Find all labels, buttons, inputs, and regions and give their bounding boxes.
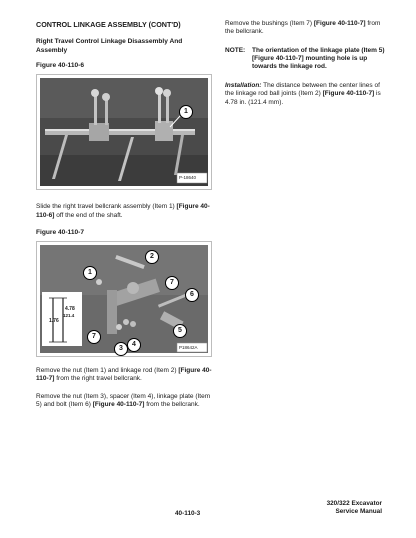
callout-4: 4 xyxy=(127,338,141,352)
figure-ref: [Figure 40-110-7] xyxy=(322,90,375,98)
callout-5: 5 xyxy=(173,324,187,338)
callout-3: 3 xyxy=(114,342,128,356)
figure-40-110-6-label: Figure 40-110-6 xyxy=(36,62,85,70)
right-column xyxy=(225,20,385,107)
bellcrank-assembly-photo xyxy=(37,75,211,189)
callout-7: 7 xyxy=(165,276,179,290)
bellcrank-parts-photo xyxy=(37,242,211,356)
note-label: NOTE: xyxy=(225,46,246,54)
callout-7: 7 xyxy=(87,330,101,344)
figure-40-110-7-photo xyxy=(36,241,212,357)
figure-40-110-7-label: Figure 40-110-7 xyxy=(36,229,85,236)
paragraph-remove-nut-rod: Remove the nut (Item 1) and linkage rod (Item 2) [Figure 40-110-7] from the right travel bellcrank. xyxy=(36,367,212,383)
page-number: 40-110-3 xyxy=(175,510,201,517)
installation-paragraph: Installation: The distance between the center lines of the linkage rod ball joints (Item 2) [Figure 40-110-7] is 4.78 in. (121.4 mm). xyxy=(225,81,381,106)
note-block xyxy=(225,47,385,72)
footer-manual-title xyxy=(327,500,382,516)
inset-dimension-in: 4.78 xyxy=(65,306,75,312)
figure-ref: [Figure 40-110-7] xyxy=(313,20,366,27)
callout-1: 1 xyxy=(179,105,193,119)
inset-dimension-secondary: 1.76 xyxy=(49,318,59,324)
note-text: The orientation of the linkage plate (Item 5) [Figure 40-110-7] mounting hole is up towards the linkage rod. xyxy=(252,46,385,71)
footer-manual: Service Manual xyxy=(335,508,382,516)
photo-code: P18642A xyxy=(179,345,198,350)
paragraph-remove-bushings: Remove the bushings (Item 7) [Figure 40-110-7] from the bellcrank. xyxy=(225,20,381,36)
footer-model: 320/322 Excavator xyxy=(326,500,382,507)
installation-lead: Installation: xyxy=(225,81,262,89)
callout-6: 6 xyxy=(185,288,199,302)
figure-ref: [Figure 40-110-7] xyxy=(36,367,212,383)
paragraph-slide-bellcrank: Slide the right travel bellcrank assembly (Item 1) [Figure 40-110-6] off the end of the shaft. xyxy=(36,203,210,219)
photo-code: P-18640 xyxy=(179,175,197,181)
inset-dimension-mm: 121.4 xyxy=(63,313,75,318)
subsection-title: Right Travel Control Linkage Disassembly And Assembly xyxy=(36,38,183,54)
figure-ref: [Figure 40-110-6] xyxy=(36,203,210,219)
figure-ref: [Figure 40-110-7] xyxy=(92,401,145,409)
callout-2: 2 xyxy=(145,250,159,264)
figure-40-110-6-photo xyxy=(36,74,212,190)
paragraph-remove-nut-spacer: Remove the nut (Item 3), spacer (Item 4), linkage plate (Item 5) and bolt (Item 6) [Figure 40-110-7] from the bellcrank. xyxy=(36,392,211,409)
callout-1: 1 xyxy=(83,266,97,280)
left-column xyxy=(36,20,212,410)
section-title: CONTROL LINKAGE ASSEMBLY (CONT'D) xyxy=(36,20,181,29)
